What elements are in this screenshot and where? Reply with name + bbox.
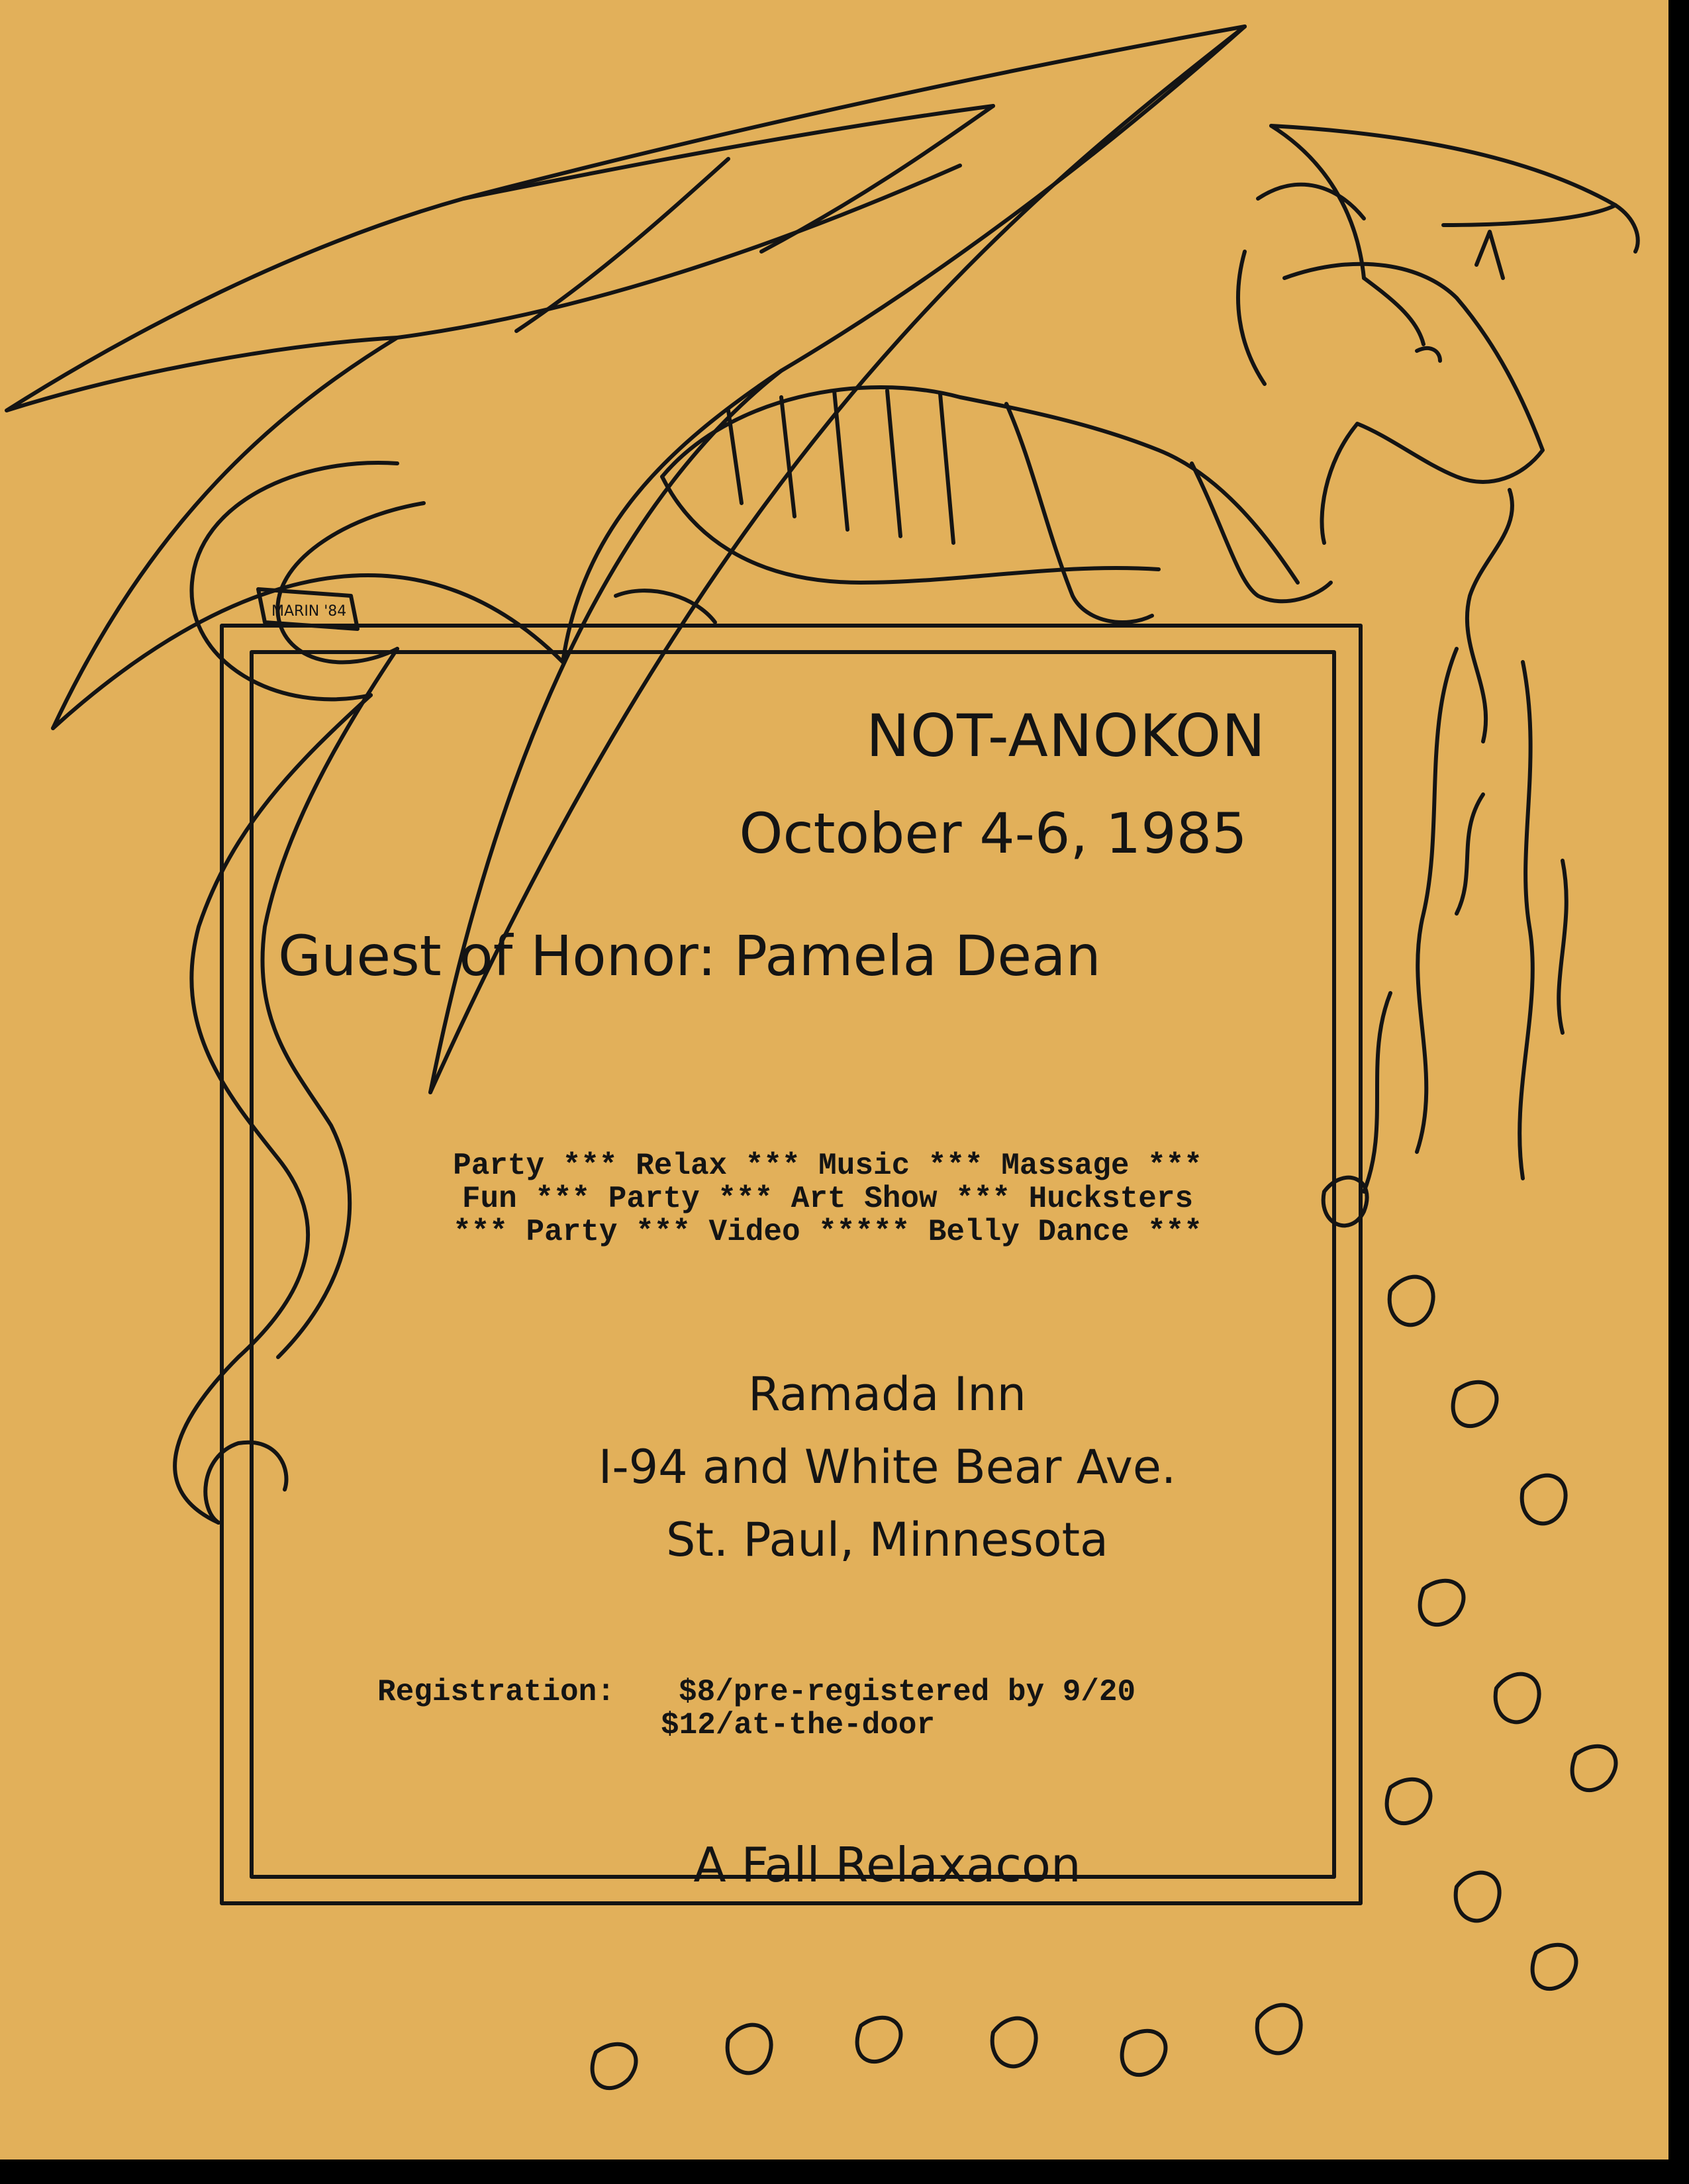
svg-text:MARIN '84: MARIN '84 [271,603,347,620]
venue-name: Ramada Inn [748,1367,1027,1421]
venue-street: I-94 and White Bear Ave. [598,1440,1177,1494]
venue-city: St. Paul, Minnesota [666,1513,1108,1567]
activities-line-3: *** Party *** Video ***** Belly Dance *** [453,1215,1202,1249]
registration-pre: $8/pre-registered by 9/20 [679,1675,1136,1709]
guest-of-honor: Guest of Honor: Pamela Dean [278,924,1101,988]
falling-leaves [593,1178,1616,2088]
artist-signature [258,589,358,629]
tagline: A Fall Relaxacon [693,1837,1081,1893]
registration-label: Registration: [377,1675,615,1709]
event-dates: October 4-6, 1985 [739,801,1247,866]
dragon-fire [1364,490,1567,1192]
registration-door: $12/at-the-door [661,1708,936,1742]
activities-line-1: Party *** Relax *** Music *** Massage *** [453,1149,1202,1183]
dragon-head [1238,185,1543,543]
dragon-tail [175,463,424,1523]
activities-line-2: Fun *** Party *** Art Show *** Hucksters [461,1182,1194,1216]
dragon-wing-right [1271,126,1638,278]
event-title: NOT-ANOKON [866,702,1266,770]
